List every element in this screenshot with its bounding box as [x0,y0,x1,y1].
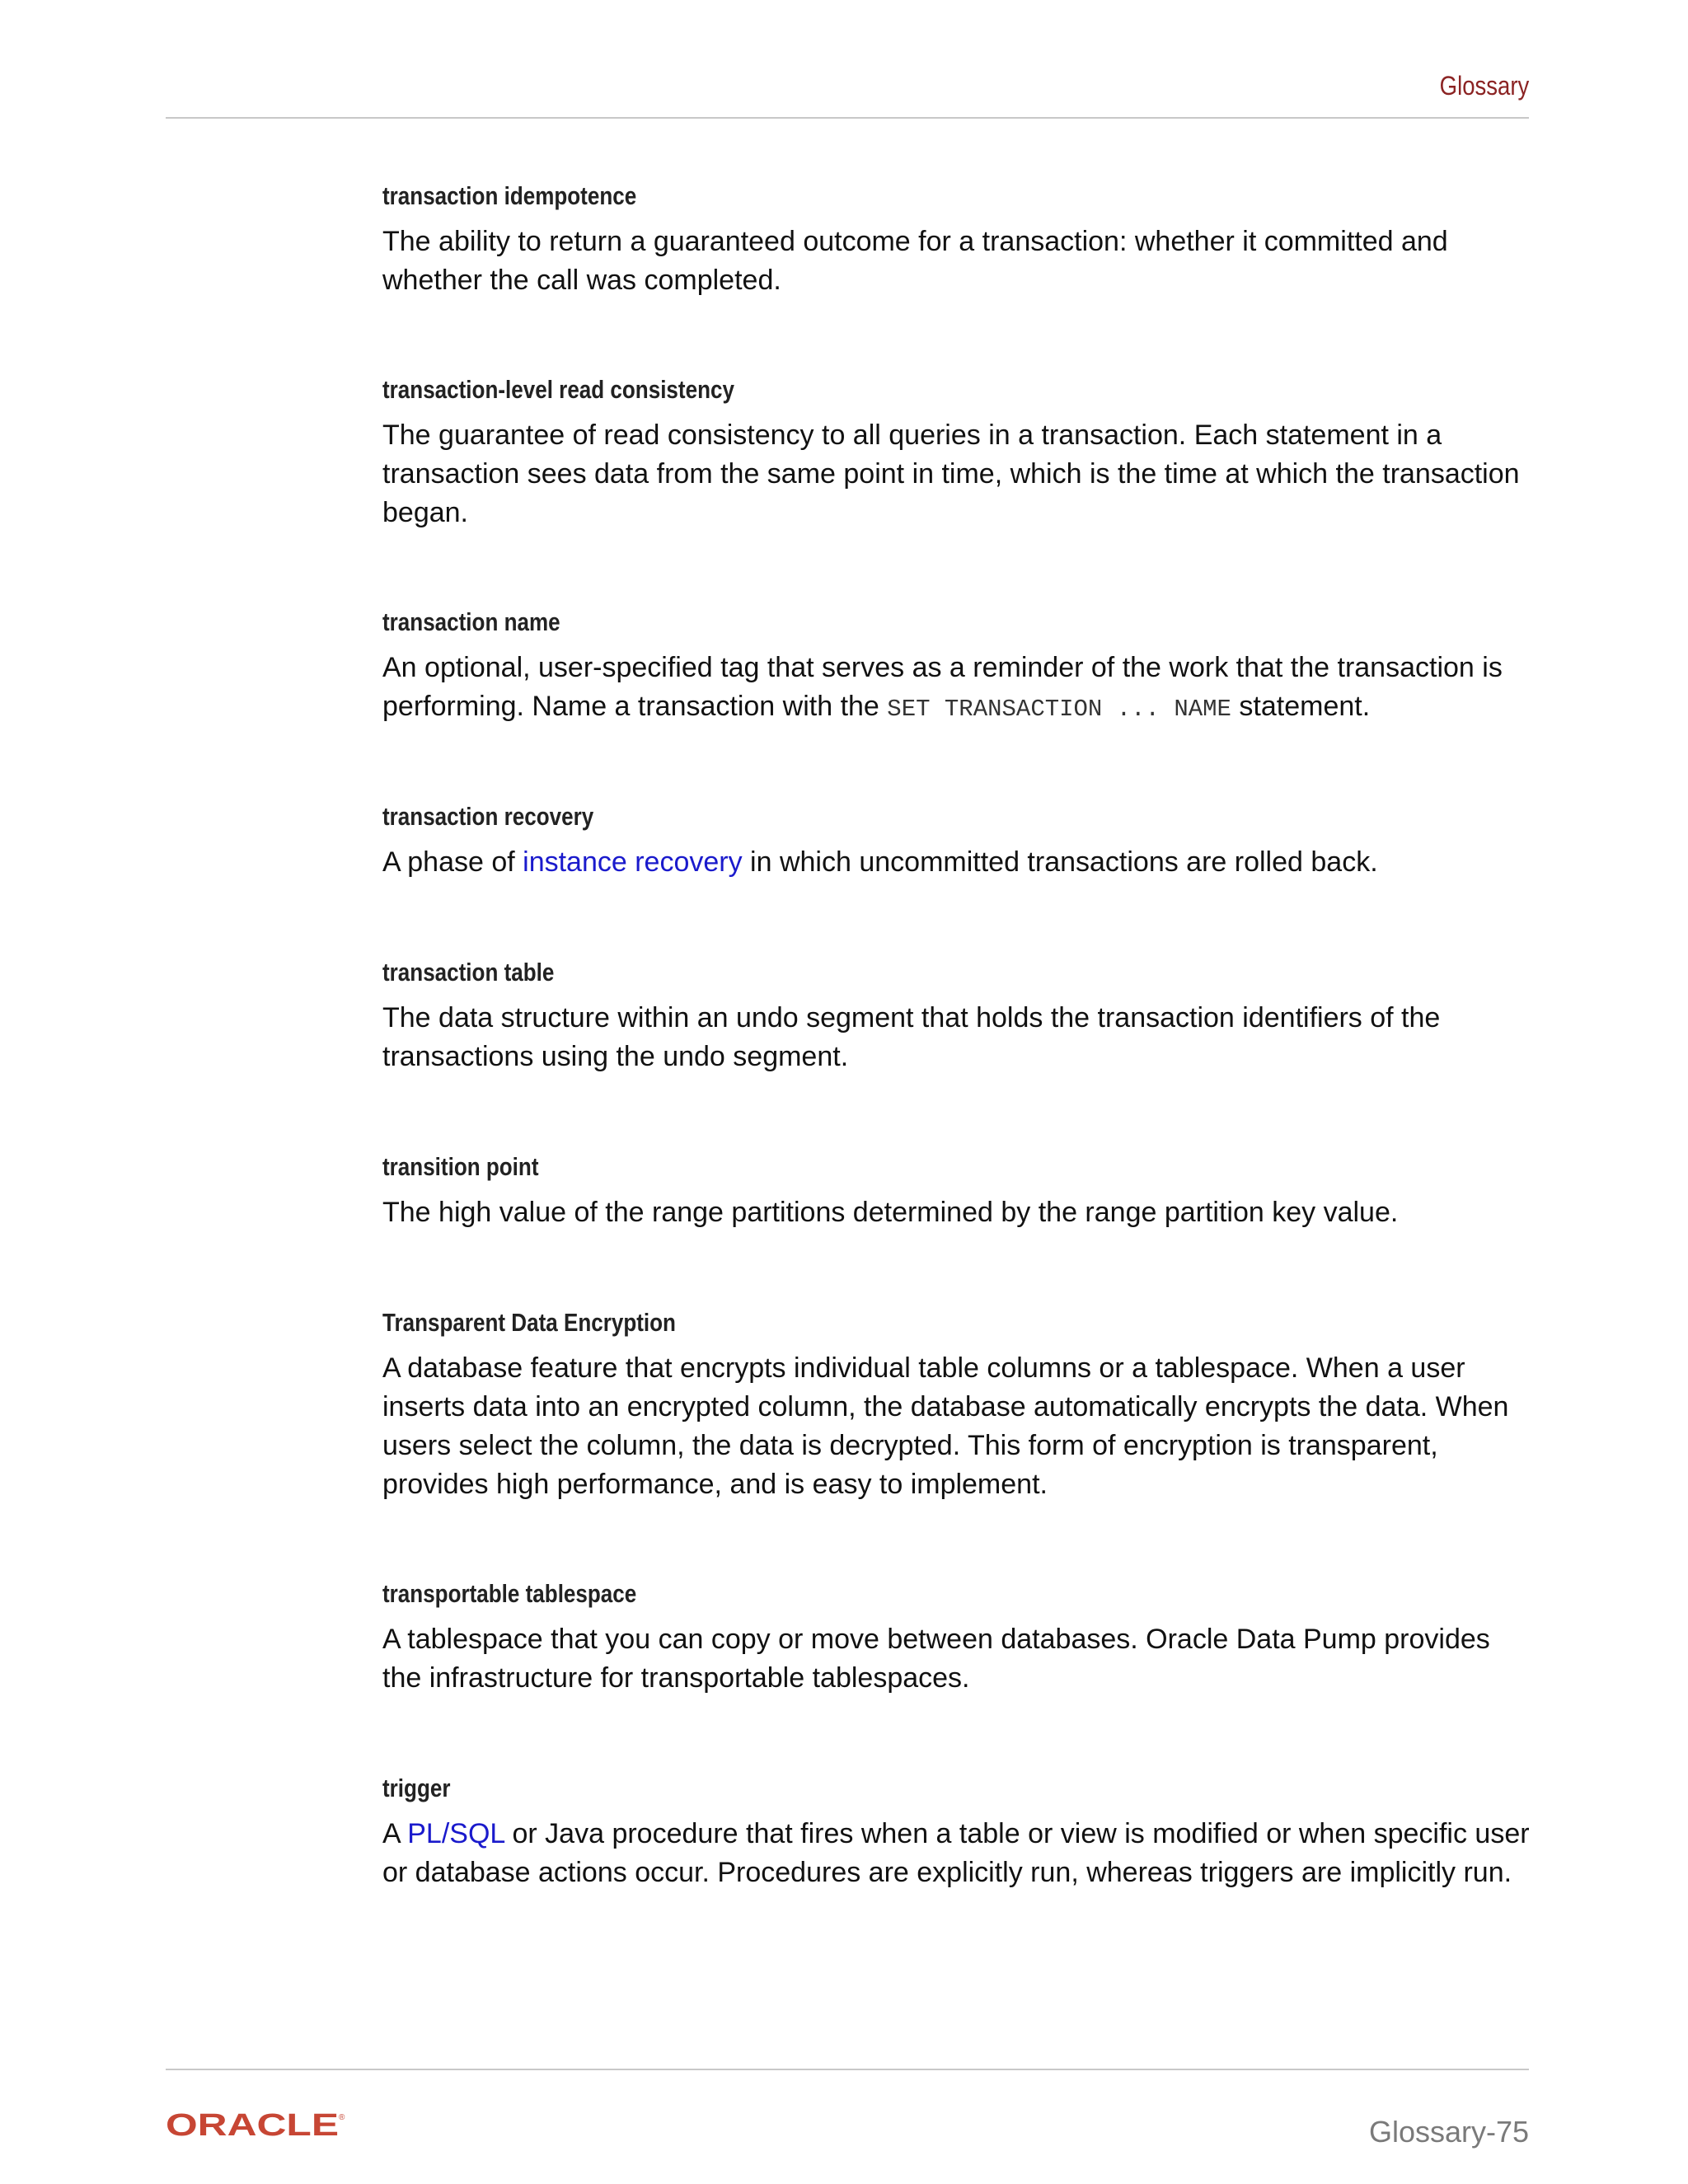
definition-text: An optional, user-specified tag that serves as a reminder of the work that the transaction is performing. Name a transaction with the [382,652,1503,722]
glossary-definition: A database feature that encrypts individual table columns or a tablespace. When a user inserts data into an encrypted column, the database automatically encrypts the data. When users select the column, the data is decrypted. This form of encryption is transparent, provides high performance, and is easy to implement. [382,1352,1509,1500]
glossary-term: transaction-level read consistency [382,375,734,404]
glossary-definition: The high value of the range partitions determined by the range partition key value. [382,1197,1399,1228]
glossary-entry [382,1577,1536,1698]
glossary-term: transaction recovery [382,802,594,831]
footer-divider [166,2069,1529,2070]
link-instance-recovery[interactable]: instance recovery [523,846,743,878]
glossary-entry [382,373,1536,532]
glossary-definition [382,843,1536,882]
oracle-logo [166,2110,347,2139]
glossary-entry [382,606,1536,729]
definition-text: A phase of [382,846,523,878]
glossary-term: transaction name [382,607,560,636]
glossary-term: trigger [382,1774,451,1802]
link-plsql[interactable]: PL/SQL [407,1818,505,1849]
glossary-term: Transparent Data Encryption [382,1308,676,1337]
definition-text: A [382,1818,408,1849]
glossary-term: transition point [382,1152,539,1181]
glossary-definition: A tablespace that you can copy or move between databases. Oracle Data Pump provides the infrastructure for transportable tablespaces. [382,1624,1490,1694]
section-label: Glossary [1439,71,1529,101]
glossary-definition: The ability to return a guaranteed outcome for a transaction: whether it committed and whether the call was completed. [382,226,1448,296]
header-divider [166,117,1529,119]
definition-text: or Java procedure that fires when a table or view is modified or when specific user or database actions occur. Procedures are explicitly run, whereas triggers are implicitly run. [382,1818,1530,1888]
glossary-definition: The data structure within an undo segment that holds the transaction identifiers of the transactions using the undo segment. [382,1002,1441,1072]
glossary-entry [382,1306,1536,1504]
glossary-entry [382,1772,1536,1892]
definition-text: in which uncommitted transactions are rolled back. [742,846,1378,878]
page-number: Glossary-75 [1368,2115,1529,2149]
oracle-logo-text: ORACLE [166,2110,339,2139]
glossary-term: transportable tablespace [382,1579,637,1608]
code-snippet: SET TRANSACTION ... NAME [887,696,1231,723]
glossary-entry [382,180,1536,300]
glossary-term: transaction idempotence [382,181,637,210]
glossary-entry [382,1151,1536,1232]
registered-mark: ® [339,2113,345,2122]
glossary-definition [382,1815,1536,1892]
glossary-definition [382,649,1536,729]
glossary-entry [382,956,1536,1076]
glossary-entry [382,800,1536,882]
definition-text: statement. [1231,691,1371,722]
glossary-definition: The guarantee of read consistency to all queries in a transaction. Each statement in a transaction sees data from the same point in time, which is the time at which the transaction began. [382,419,1520,528]
glossary-term: transaction table [382,958,555,987]
